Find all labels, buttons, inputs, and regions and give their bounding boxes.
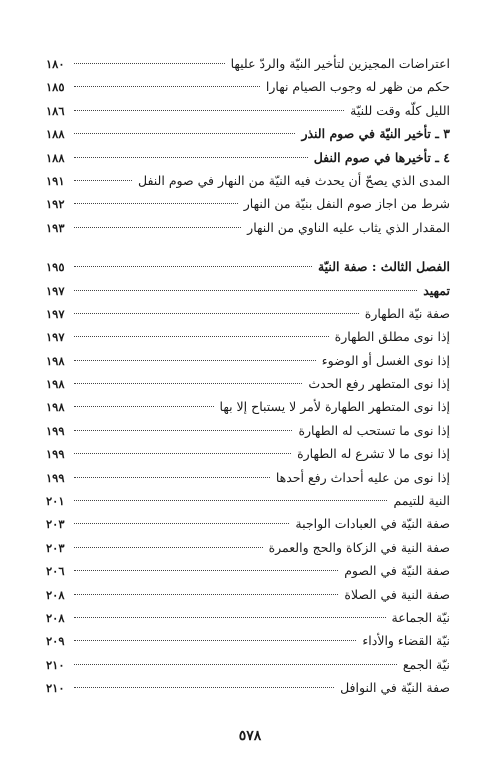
dot-leader xyxy=(74,616,386,618)
dot-leader xyxy=(74,359,316,361)
toc-entry-title: الفصل الثالث : صفة النيّة xyxy=(317,259,450,275)
toc-entry xyxy=(46,302,450,325)
toc-entry-title: صفة النيّة في النوافل xyxy=(340,680,450,696)
toc-entry-page: ١٨٥ xyxy=(46,80,65,95)
dot-leader xyxy=(74,335,329,337)
toc-entry-page: ٢١٠ xyxy=(46,681,65,696)
dot-leader xyxy=(74,289,417,291)
dot-leader xyxy=(74,202,238,204)
toc-entry-page: ١٩٨ xyxy=(46,377,65,392)
toc-entry-title: النية للتيمم xyxy=(393,493,450,509)
toc-entry-page: ١٨٨ xyxy=(46,150,65,165)
dot-leader xyxy=(74,686,334,688)
toc-entry-title: المدى الذي يصحّ أن يحدث فيه النيّة من النهار في صوم النفل xyxy=(138,172,450,188)
toc-entry-title: ٣ ـ تأخير النيّة في صوم النذر xyxy=(301,126,450,142)
toc-entry xyxy=(46,559,450,582)
toc-entry xyxy=(46,629,450,652)
toc-entry xyxy=(46,606,450,629)
toc-entry-title: الليل كلّه وقت للنيّة xyxy=(350,102,450,118)
toc-entry xyxy=(46,676,450,699)
toc-entry-title: صفة النيّة في العبادات الواجبة xyxy=(295,516,450,532)
dot-leader xyxy=(74,109,344,111)
toc-entry xyxy=(46,372,450,395)
toc-entry-title: نيّة الجمع xyxy=(402,656,450,672)
toc-entry-page: ١٨٨ xyxy=(46,127,65,142)
toc-entry-page: ٢٠٣ xyxy=(46,540,65,555)
dot-leader xyxy=(74,663,397,665)
toc-entry-title: ٤ ـ تأخيرها في صوم النفل xyxy=(313,149,450,165)
toc-entry-page: ٢٠٩ xyxy=(46,634,65,649)
dot-leader xyxy=(74,429,292,431)
toc-entry xyxy=(46,583,450,606)
toc-entry xyxy=(46,169,450,192)
toc-entry xyxy=(46,255,450,278)
toc-entry-page: ١٩٢ xyxy=(46,197,65,212)
toc-entry-title: إذا نوى ما تستحب له الطهارة xyxy=(298,422,450,438)
toc-entry xyxy=(46,466,450,489)
toc-entry-page: ٢١٠ xyxy=(46,657,65,672)
toc-entry-title: المقدار الذي يثاب عليه الناوي من النهار xyxy=(247,219,450,235)
dot-leader xyxy=(74,62,225,64)
dot-leader xyxy=(74,593,338,595)
toc-entry-page: ١٩٥ xyxy=(46,260,65,275)
toc-entry xyxy=(46,99,450,122)
toc-entry-title: شرط من اجاز صوم النفل بنيّة من النهار xyxy=(243,196,450,212)
toc-entry xyxy=(46,52,450,75)
toc-entry-page: ١٩٩ xyxy=(46,447,65,462)
toc-entry-page: ١٩٩ xyxy=(46,470,65,485)
dot-leader xyxy=(74,156,308,158)
dot-leader xyxy=(74,179,132,181)
toc-entry-page: ١٩٧ xyxy=(46,283,65,298)
dot-leader xyxy=(74,85,260,87)
toc-entry-title: إذا نوى من عليه أحداث رفع أحدها xyxy=(275,469,450,485)
toc-entry-page: ٢٠١ xyxy=(46,494,65,509)
toc-entry xyxy=(46,192,450,215)
toc-entry-title: إذا نوى ما لا تشرع له الطهارة xyxy=(297,446,450,462)
toc-entry-page: ١٩٧ xyxy=(46,306,65,321)
dot-leader xyxy=(74,476,270,478)
dot-leader xyxy=(74,312,359,314)
dot-leader xyxy=(74,405,214,407)
toc-entry-title: صفة النيّة في الصوم xyxy=(344,563,450,579)
toc-entry xyxy=(46,442,450,465)
toc-entry xyxy=(46,419,450,442)
page-number: ٥٧٨ xyxy=(238,728,262,744)
toc-entry xyxy=(46,349,450,372)
toc-entry-page: ١٩٧ xyxy=(46,330,65,345)
toc-entry-page: ٢٠٨ xyxy=(46,610,65,625)
toc-entry-title: صفة النية في الزكاة والحج والعمرة xyxy=(268,539,450,555)
toc-entry-page: ١٩٨ xyxy=(46,400,65,415)
dot-leader xyxy=(74,639,356,641)
toc-entry-page: ١٨٦ xyxy=(46,103,65,118)
toc-entry-page: ٢٠٣ xyxy=(46,517,65,532)
dot-leader xyxy=(74,499,387,501)
toc-entry-page: ١٩٨ xyxy=(46,353,65,368)
toc-entry xyxy=(46,325,450,348)
dot-leader xyxy=(74,569,338,571)
toc-entry xyxy=(46,122,450,145)
toc-entry-title: إذا نوى الغسل أو الوضوء xyxy=(321,352,450,368)
toc-entry-title: اعتراضات المجيزين لتأخير النيّة والردّ عليها xyxy=(230,56,450,71)
dot-leader xyxy=(74,265,312,267)
toc-entry-title: حكم من ظهر له وجوب الصيام نهارا xyxy=(265,79,450,95)
toc-entry-title: صفة النية في الصلاة xyxy=(344,586,450,602)
toc-entry xyxy=(46,512,450,535)
toc-entry xyxy=(46,395,450,418)
dot-leader xyxy=(74,226,241,228)
toc-entry-page: ١٩١ xyxy=(46,173,65,188)
dot-leader xyxy=(74,382,302,384)
toc-entry xyxy=(46,75,450,98)
toc-entry xyxy=(46,653,450,676)
toc-entry-title: نيّة الجماعة xyxy=(391,609,450,625)
toc-entry xyxy=(46,536,450,559)
toc-entry-page: ٢٠٦ xyxy=(46,564,65,579)
toc-entry-title: إذا نوى المتطهر رفع الحدث xyxy=(308,376,450,392)
toc-entry-title: إذا نوى مطلق الطهارة xyxy=(334,329,450,345)
dot-leader xyxy=(74,452,291,454)
toc-entry-page: ١٩٩ xyxy=(46,423,65,438)
toc-entry-title: تمهيد xyxy=(423,282,450,298)
dot-leader xyxy=(74,522,289,524)
dot-leader xyxy=(74,546,263,548)
toc-entry xyxy=(46,146,450,169)
table-of-contents xyxy=(46,52,450,700)
toc-entry-title: إذا نوى المتطهر الطهارة لأمر لا يستباح إلا بها xyxy=(219,399,450,415)
toc-entry-page: ٢٠٨ xyxy=(46,587,65,602)
toc-entry-page: ١٨٠ xyxy=(46,57,65,71)
toc-entry xyxy=(46,279,450,302)
toc-entry xyxy=(46,216,450,239)
toc-entry-title: صفة نيّة الطهارة xyxy=(364,305,450,321)
toc-entry-page: ١٩٣ xyxy=(46,220,65,235)
toc-entry-title: نيّة القضاء والأداء xyxy=(362,633,450,649)
toc-entry xyxy=(46,489,450,512)
dot-leader xyxy=(74,132,295,134)
